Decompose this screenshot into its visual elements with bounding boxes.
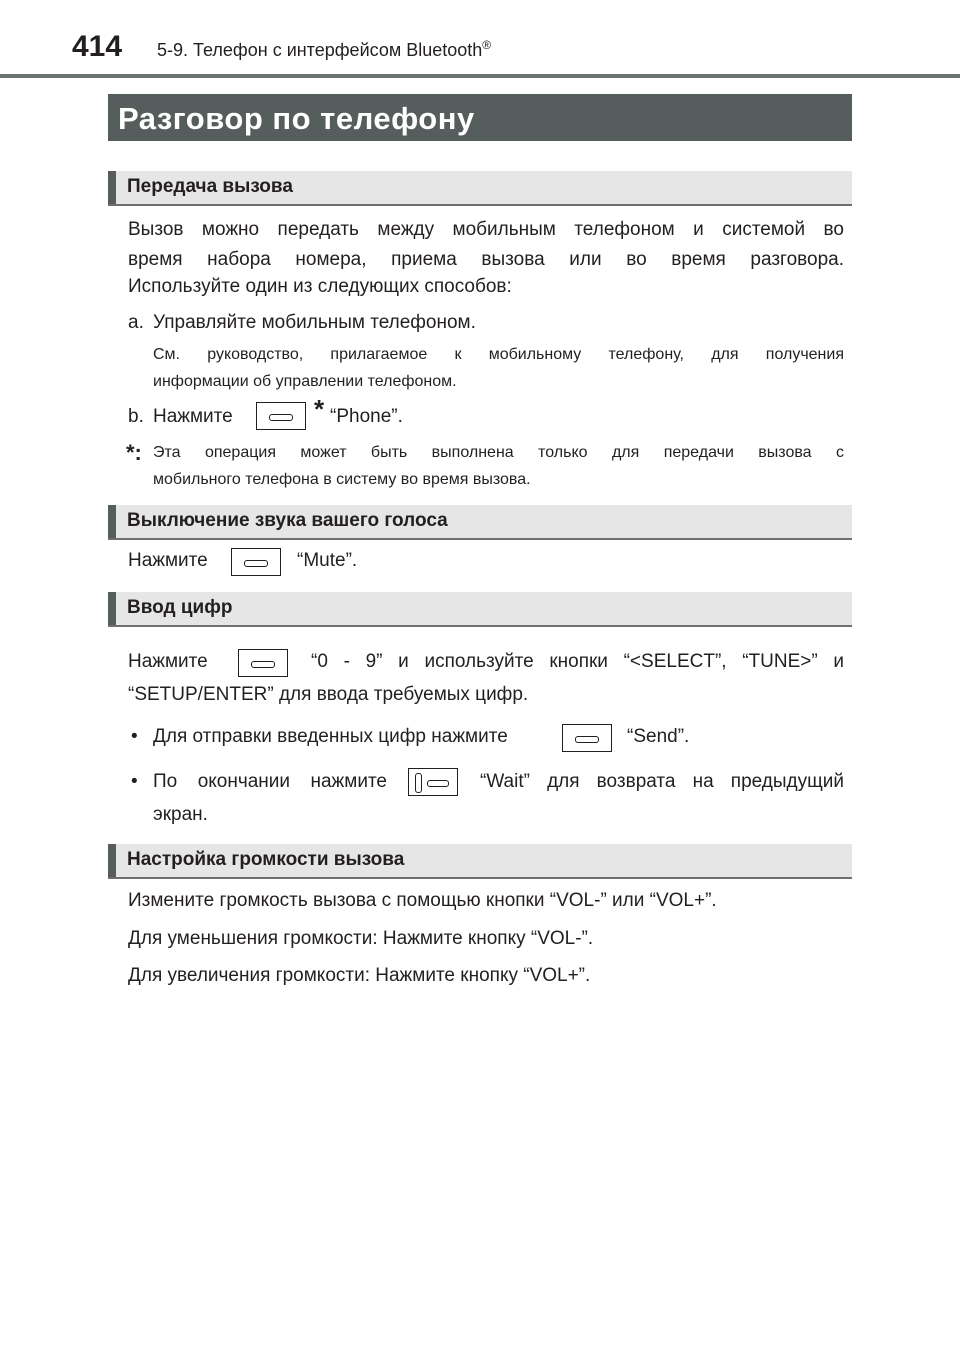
bullet-1-prefix: Для отправки введенных цифр нажмите [153, 726, 508, 747]
registered-mark: ® [482, 38, 492, 52]
item-b-prefix: Нажмите [153, 406, 233, 427]
bullet-2-suffix: “Wait” для возврата на предыдущий [480, 771, 844, 792]
chapter-title [157, 38, 491, 61]
digits-line-1-prefix: Нажмите [128, 651, 208, 672]
section-heading-text: Ввод цифр [127, 597, 233, 618]
item-a-text: Управляйте мобильным телефоном. [153, 312, 476, 333]
item-a-marker: a. [128, 312, 144, 333]
page-number: 414 [72, 30, 123, 63]
item-b-marker: b. [128, 406, 144, 427]
footnote-line-1: Эта операция может быть выполнена только для передачи вызова с [153, 444, 844, 461]
footnote-line-2: мобильного телефона в систему во время вызова. [153, 471, 531, 488]
section-marker [108, 171, 116, 204]
section-heading-mute [108, 505, 852, 540]
keypad-button-icon [238, 649, 288, 677]
page-title: Разговор по телефону [118, 101, 475, 136]
intro-line-2: время набора номера, приема вызова или во время разговора. [128, 249, 844, 270]
volume-line-3: Для увеличения громкости: Нажмите кнопку “VOL+”. [128, 965, 591, 986]
bullet-2-prefix: По окончании нажмите [153, 771, 387, 792]
section-heading-volume [108, 844, 852, 879]
chapter-title-text: 5-9. Телефон с интерфейсом Bluetooth [157, 40, 483, 60]
item-b-suffix: “Phone”. [330, 406, 403, 427]
page-title-bar [108, 94, 852, 141]
section-heading-digits [108, 592, 852, 627]
section-marker [108, 592, 116, 625]
item-b-asterisk: * [314, 394, 325, 424]
footnote-mark: *: [126, 440, 142, 465]
intro-line-1: Вызов можно передать между мобильным телефоном и системой во [128, 219, 844, 240]
item-a-note-line-1: См. руководство, прилагаемое к мобильному телефону, для получения [153, 346, 844, 363]
bullet-2-mark: • [131, 771, 138, 792]
section-heading-text: Настройка громкости вызова [127, 849, 405, 870]
mute-suffix: “Mute”. [297, 550, 358, 571]
volume-line-1: Измените громкость вызова с помощью кнопки “VOL-” или “VOL+”. [128, 890, 717, 911]
section-heading-text: Выключение звука вашего голоса [127, 510, 448, 531]
bullet-2-line-2: экран. [153, 804, 208, 825]
digits-line-2: “SETUP/ENTER” для ввода требуемых цифр. [128, 684, 529, 705]
mute-button-icon [231, 548, 281, 576]
wait-button-icon [408, 768, 458, 796]
header-divider [0, 74, 960, 78]
page-header [0, 0, 960, 80]
section-heading-text: Передача вызова [127, 176, 293, 197]
intro-line-3: Используйте один из следующих способов: [128, 276, 512, 297]
section-marker [108, 505, 116, 538]
volume-line-2: Для уменьшения громкости: Нажмите кнопку “VOL-”. [128, 928, 594, 949]
bullet-1-suffix: “Send”. [627, 726, 690, 747]
section-heading-call-transfer [108, 171, 852, 206]
send-button-icon [562, 724, 612, 752]
item-a-note-line-2: информации об управлении телефоном. [153, 373, 457, 390]
mute-prefix: Нажмите [128, 550, 208, 571]
digits-line-1-suffix: “0 - 9” и используйте кнопки “<SELECT”, “TUNE>” и [311, 651, 844, 672]
section-marker [108, 844, 116, 877]
phone-button-icon [256, 402, 306, 430]
bullet-1-mark: • [131, 726, 138, 747]
